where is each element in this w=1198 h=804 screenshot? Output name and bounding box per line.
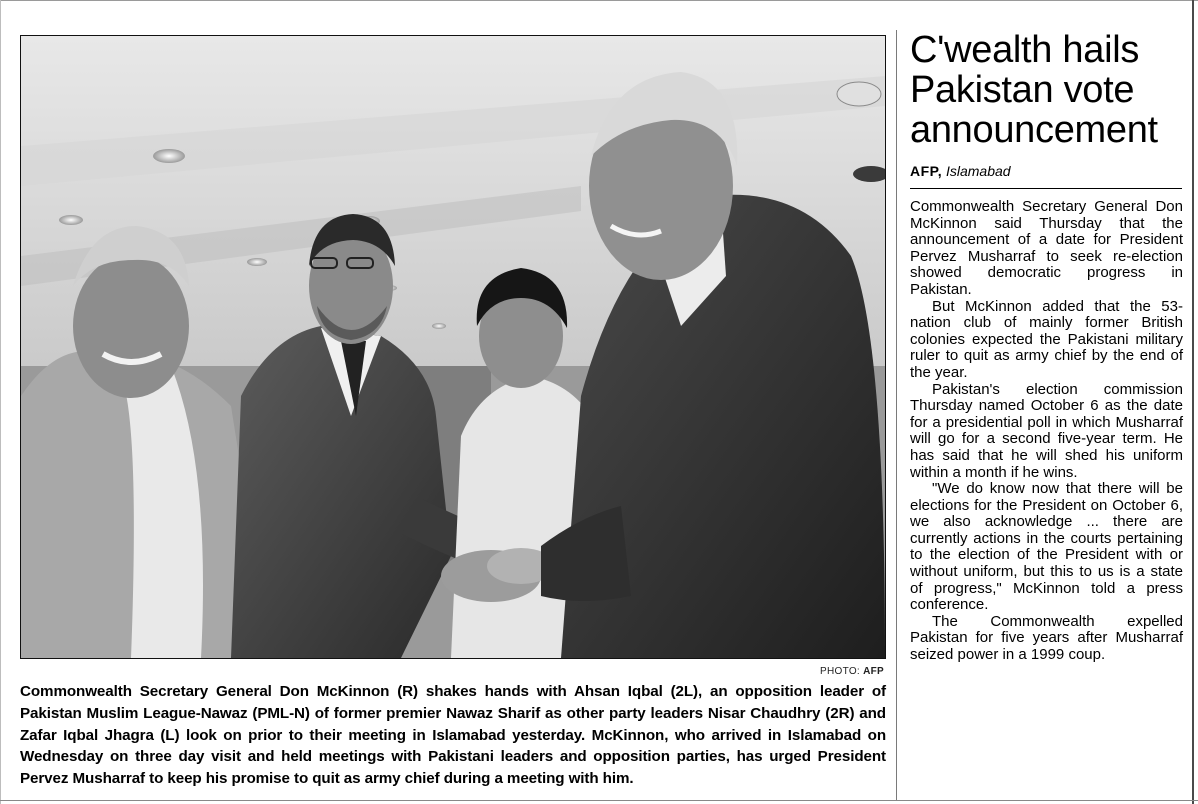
photo-credit <box>760 666 884 677</box>
right-edge-rule <box>1192 0 1194 804</box>
byline-location: Islamabad <box>945 163 1011 179</box>
top-rule <box>0 0 1198 1</box>
headline: C'wealth hails Pakistan vote announcement <box>910 29 1158 151</box>
article-body <box>910 199 1183 664</box>
photo-credit-agency: AFP <box>863 666 884 677</box>
article-paragraph: "We do know now that there will be elections for the President on October 6, we also acknowledge ... there are currently actions in the courts pertaining to the election of the President with or without uniform, but this to us is a state of progress," McKinnon told a press conference. <box>910 480 1183 614</box>
photo-credit-prefix: PHOTO: <box>820 666 860 677</box>
article-paragraph: Pakistan's election commission Thursday named October 6 as the date for a presidential poll in which Musharraf will go for a second five-year term. He has said that he will shed his uniform within a month if he wins. <box>910 380 1183 481</box>
column-divider <box>896 30 897 800</box>
photo-caption: Commonwealth Secretary General Don McKinnon (R) shakes hands with Ahsan Iqbal (2L), an opposition leader of Pakistan Muslim League-Nawaz (PML-N) of former premier Nawaz Sharif as other party leaders Nisar Chaudhry (2R) and Zafar Iqbal Jhagra (L) look on prior to their meeting in Islamabad yesterday. McKinnon, who arrived in Islamabad on Wednesday on three day visit and held meetings with Pakistani leaders and opposition parties, has urged President Pervez Musharraf to keep his promise to quit as army chief during a meeting with him. <box>20 683 886 788</box>
article-paragraph: Commonwealth Secretary General Don McKinnon said Thursday that the announcement of a date for President Pervez Musharraf to seek re-election showed democratic progress in Pakistan. <box>910 198 1183 298</box>
bottom-rule <box>0 800 1198 801</box>
article-paragraph: The Commonwealth expelled Pakistan for five years after Musharraf seized power in a 1999 coup. <box>910 612 1183 664</box>
news-photo <box>20 35 886 659</box>
article-paragraph: But McKinnon added that the 53-nation club of mainly former British colonies expected the Pakistani military ruler to quit as army chief by the end of the year. <box>910 297 1183 381</box>
byline <box>910 163 1011 179</box>
byline-rule <box>910 188 1182 189</box>
byline-agency: AFP, <box>910 163 943 179</box>
left-edge-rule <box>0 0 1 804</box>
